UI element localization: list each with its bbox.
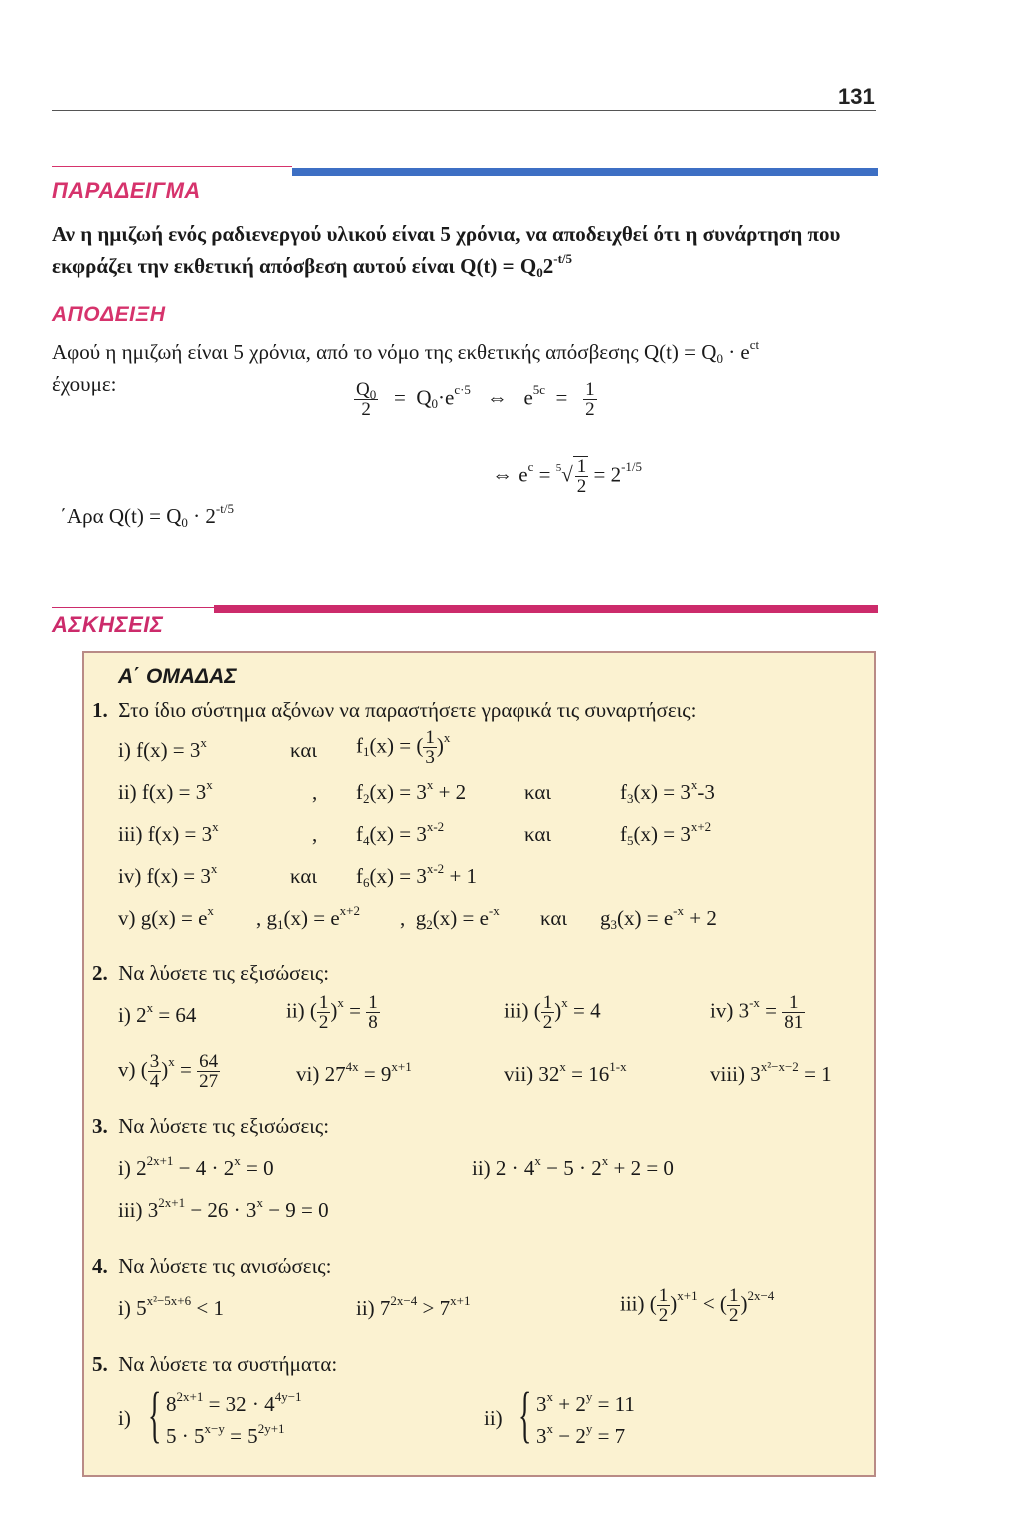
ex1-iii-label: iii) $f(x) = 3^x$ xyxy=(118,819,219,846)
proof-text-line2: έχουμε: xyxy=(52,372,117,396)
ex2-vi: vi) $27^{4x} = 9^{x+1}$ xyxy=(296,1059,412,1086)
example-heading: ΠΑΡΑΔΕΙΓΜΑ xyxy=(52,178,201,203)
exercise-4: 4. Να λύσετε τις ανισώσεις: xyxy=(92,1254,332,1278)
ex4-iii: iii) ( $\frac{1}{2}$ )$^{x+1}$ < ( $\frac{1}{2}$ )$^{2x-4}$ xyxy=(620,1285,775,1326)
ex1-iii-f4: $f_4(x) = 3^{x-2}$ xyxy=(356,819,445,848)
proof-equation-1: $\frac{Q_0}{2}$ = $Q_0\cdot e^{c\cdot 5}$ ⇔ $e^{5c}$ = $\frac{1}{2}$ xyxy=(356,379,595,420)
example-heading-bar xyxy=(292,168,878,176)
ex5-i-eq2: $5 \cdot 5^{x-y} = 5^{2y+1}$ xyxy=(166,1421,285,1448)
ex3-i: i) $2^{2x+1} - 4 \cdot 2^x = 0$ xyxy=(118,1153,274,1180)
ex2-ii: ii) ( $\frac{1}{2}$ )$^x$ = $\frac{1}{8}$ xyxy=(286,992,378,1033)
ex1-iii-and: και xyxy=(524,822,552,846)
ex2-i: i) $2^x = 64$ xyxy=(118,1000,197,1027)
ex5-i-brace: { xyxy=(148,1381,162,1449)
ex1-ii-f3: $f_3(x) = 3^x-3$ xyxy=(620,777,715,806)
ex1-ii-label: ii) $f(x) = 3^x$ xyxy=(118,777,213,804)
header-rule xyxy=(52,110,876,111)
ex5-ii-eq2: $3^x - 2^y = 7$ xyxy=(536,1421,626,1448)
exercises-accent-line xyxy=(52,607,214,608)
ex5-ii-brace: { xyxy=(518,1381,532,1449)
ex2-v: v) ( $\frac{3}{4}$ )$^x$ = $\frac{64}{27}$ xyxy=(118,1051,219,1092)
ex1-iv-label: iv) $f(x) = 3^x$ xyxy=(118,861,218,888)
ex4-ii: ii) $7^{2x-4} > 7^{x+1}$ xyxy=(356,1293,471,1320)
ex1-v-and: και xyxy=(540,906,568,930)
exercise-1: 1. Στο ίδιο σύστημα αξόνων να παραστήσετε γραφικά τις συναρτήσεις: xyxy=(92,698,697,722)
ex1-ii-f2: $f_2(x) = 3^x + 2$ xyxy=(356,777,467,806)
ex1-iii-f5: $f_5(x) = 3^{x+2}$ xyxy=(620,819,712,848)
exercise-5: 5. Να λύσετε τα συστήματα: xyxy=(92,1352,338,1376)
example-text-line2: εκφράζει την εκθετική απόσβεση αυτού είναι $Q(t) = Q_02^{-t/5}$ xyxy=(52,251,573,280)
ex1-v-g2: , $g_2(x) = e^{-x}$ xyxy=(400,903,500,932)
ex1-v-g3: $g_3(x) = e^{-x} + 2$ xyxy=(600,903,717,932)
ex3-iii: iii) $3^{2x+1} - 26 \cdot 3^x - 9 = 0$ xyxy=(118,1195,329,1222)
ex2-viii: viii) $3^{x^2-x-2} = 1$ xyxy=(710,1059,832,1086)
ex2-iii: iii) ( $\frac{1}{2}$ )$^x$ = 4 xyxy=(504,992,601,1033)
ex1-i-and: και xyxy=(290,738,318,762)
proof-heading: ΑΠΟΔΕΙΞΗ xyxy=(52,303,166,326)
ex1-v-g1: , $g_1(x) = e^{x+2}$ xyxy=(256,903,360,932)
ex3-ii: ii) $2 \cdot 4^x - 5 \cdot 2^x + 2 = 0$ xyxy=(472,1153,674,1180)
ex2-iv: iv) $3^{-x}$ = $\frac{1}{81}$ xyxy=(710,992,804,1033)
proof-equation-2: ⇔ $e^c = ^5√$ $\frac{1}{2}$ = $2^{-1/5}$ xyxy=(492,456,643,497)
example-text-line1: Αν η ημιζωή ενός ραδιενεργού υλικού είναι 5 χρόνια, να αποδειχθεί ότι η συνάρτηση που xyxy=(52,222,841,246)
ex5-i-eq1: $8^{2x+1} = 32 \cdot 4^{4y-1}$ xyxy=(166,1389,302,1416)
exercise-2: 2. Να λύσετε τις εξισώσεις: xyxy=(92,961,330,985)
ex1-iv-f6: $f_6(x) = 3^{x-2} + 1$ xyxy=(356,861,478,890)
ex1-ii-and: και xyxy=(524,780,552,804)
ex1-ii-comma: , xyxy=(312,780,318,804)
ex5-ii-label: ii) xyxy=(484,1406,503,1430)
ex1-i-f1: $f_1(x)$ = ( $\frac{1}{3}$ )$^x$ xyxy=(356,727,451,768)
proof-text-line1: Αφού η ημιζωή είναι 5 χρόνια, από το νόμο της εκθετικής απόσβεσης $Q(t) = Q_0 \cdot e^{ct}$ xyxy=(52,337,760,366)
page-number: 131 xyxy=(838,84,875,109)
exercise-3: 3. Να λύσετε τις εξισώσεις: xyxy=(92,1114,330,1138)
ex5-ii-eq1: $3^x + 2^y = 11$ xyxy=(536,1389,635,1416)
exercises-heading-bar xyxy=(214,605,878,613)
exercises-heading: ΑΣΚΗΣΕΙΣ xyxy=(52,612,164,637)
ex1-v-label: v) $g(x) = e^x$ xyxy=(118,903,214,930)
ex1-i-label: i) $f(x) = 3^x$ xyxy=(118,735,207,762)
ex1-iv-and: και xyxy=(290,864,318,888)
ex4-i: i) $5^{x^2-5x+6} < 1$ xyxy=(118,1293,224,1320)
ex1-iii-comma: , xyxy=(312,822,318,846)
ex5-i-label: i) xyxy=(118,1406,131,1430)
example-accent-line xyxy=(52,166,292,167)
ex2-vii: vii) $32^x = 16^{1-x}$ xyxy=(504,1059,627,1086)
group-title: Α΄ ΟΜΑΔΑΣ xyxy=(118,665,237,688)
proof-conclusion: ΄Αρα $Q(t) = Q_0 \cdot 2^{-t/5}$ xyxy=(60,501,234,530)
